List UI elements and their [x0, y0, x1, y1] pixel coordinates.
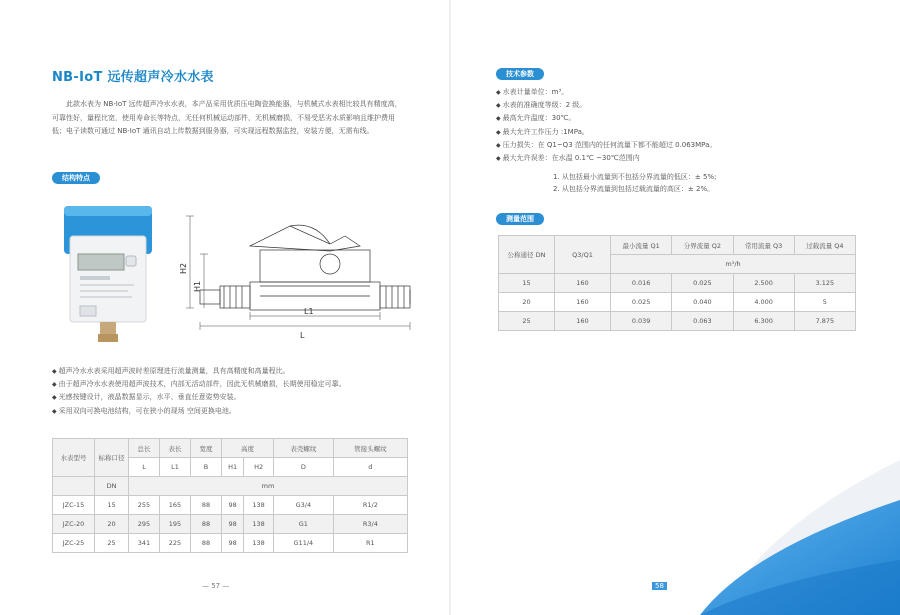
page-title: NB-IoT 远传超声冷水水表: [52, 70, 214, 85]
table-cell: 0.040: [672, 293, 733, 312]
intro-paragraph: 此款水表为 NB-IoT 远传超声冷水水表，本产品采用优质压电陶瓷换能器，与机械式水表相比较具有精度高，可靠性好，量程比宽，使用寿命长等特点，无任何机械运动部件，无机械磨损，不易受恶劣水质影响且维护费用低；电子读数可通过 NB-IoT 通讯自动上传数据到服务器，可实现远程数据监控，安装方便，无需布线。: [52, 100, 402, 135]
list-item: ◆ 超声冷水水表采用超声波时差原理进行流量测量，具有高精度和高量程比。: [52, 365, 412, 378]
page-number-left: — 57 —: [202, 582, 230, 590]
table-cell: 0.039: [611, 312, 672, 331]
list-item: ◆ 最高允许温度：30℃。: [496, 112, 856, 125]
table-cell: 88: [191, 496, 222, 515]
table-cell: 138: [244, 515, 274, 534]
section-label-tech: 技术参数: [496, 68, 544, 80]
list-item: ◆ 最大允许误差：在水温 0.1℃ ~30℃范围内: [496, 152, 856, 165]
list-item: ◆ 由于超声冷水水表使用超声波技术，内部无活动部件，因此无机械磨损，长期使用稳定可靠。: [52, 378, 412, 391]
table-row: [499, 312, 856, 331]
table-cell: G3/4: [273, 496, 333, 515]
dimension-table: [52, 438, 408, 553]
table-header-cell: DN: [95, 477, 129, 496]
table-cell: 0.025: [672, 274, 733, 293]
table-header-cell: 总长: [129, 439, 160, 458]
table-cell: R3/4: [333, 515, 407, 534]
table-header-cell: 管接头螺纹: [333, 439, 407, 458]
table-cell: R1: [333, 534, 407, 553]
table-header-cell: d: [333, 458, 407, 477]
table-cell: 98: [222, 515, 244, 534]
table-cell: 20: [499, 293, 555, 312]
table-row: [499, 236, 856, 255]
table-cell: 341: [129, 534, 160, 553]
table-cell: 160: [555, 293, 611, 312]
table-cell: 5: [794, 293, 855, 312]
table-cell: 0.016: [611, 274, 672, 293]
meter-technical-drawing: [180, 206, 410, 346]
table-row: [53, 496, 408, 515]
table-header-cell: mm: [129, 477, 408, 496]
table-header-cell: H1: [222, 458, 244, 477]
table-row: [53, 477, 408, 496]
table-header-cell: Q3/Q1: [555, 236, 611, 274]
table-header-cell: L: [129, 458, 160, 477]
table-cell: 88: [191, 534, 222, 553]
table-header-cell: 过载流量 Q4: [794, 236, 855, 255]
table-row: [499, 274, 856, 293]
table-header-cell: D: [273, 458, 333, 477]
table-cell: 4.000: [733, 293, 794, 312]
decorative-wave-graphic: [700, 440, 900, 615]
table-row: [53, 515, 408, 534]
table-cell: G1: [273, 515, 333, 534]
table-cell: 88: [191, 515, 222, 534]
dim-label-h1: H1: [193, 280, 202, 292]
list-item: ◆ 光感按键设计，液晶数据显示，水平、垂直任意姿势安装。: [52, 391, 412, 404]
table-cell: 20: [95, 515, 129, 534]
table-header-cell: 宽度: [191, 439, 222, 458]
table-header-cell: 分界流量 Q2: [672, 236, 733, 255]
list-item: ◆ 采用双向可换电池结构，可在狭小的现场 空间更换电池。: [52, 405, 412, 418]
table-cell: 225: [160, 534, 191, 553]
list-item: ◆ 水表计量单位：m³。: [496, 86, 856, 99]
table-cell: G11/4: [273, 534, 333, 553]
table-header-cell: 常用流量 Q3: [733, 236, 794, 255]
feature-list: [52, 365, 412, 418]
table-cell: 25: [499, 312, 555, 331]
table-header-cell: B: [191, 458, 222, 477]
table-header-cell: L1: [160, 458, 191, 477]
table-cell: 15: [95, 496, 129, 515]
table-header-cell: 公称通径 DN: [499, 236, 555, 274]
dim-label-l: L: [300, 331, 305, 340]
table-header-cell: 标称口径: [95, 439, 129, 477]
tech-sub-item: 2. 从包括分界流量到包括过载流量的高区：± 2%。: [553, 185, 715, 193]
section-label-flow: 测量范围: [496, 213, 544, 225]
table-header-cell: 表长: [160, 439, 191, 458]
table-cell: [53, 477, 95, 496]
table-cell: 0.025: [611, 293, 672, 312]
list-item: ◆ 水表的准确度等级：2 级。: [496, 99, 856, 112]
table-cell: R1/2: [333, 496, 407, 515]
flow-range-table: [498, 235, 856, 331]
table-cell: 138: [244, 496, 274, 515]
table-cell: 160: [555, 274, 611, 293]
table-cell: 6.300: [733, 312, 794, 331]
table-row: [499, 293, 856, 312]
table-cell: 195: [160, 515, 191, 534]
table-header-cell: 高度: [222, 439, 274, 458]
tech-spec-list: [496, 86, 856, 165]
tech-sub-item: 1. 从包括最小流量到不包括分界流量的低区：± 5%;: [553, 173, 717, 181]
table-row: [53, 439, 408, 458]
table-cell: 295: [129, 515, 160, 534]
table-cell: 2.500: [733, 274, 794, 293]
table-cell: 160: [555, 312, 611, 331]
table-cell: JZC-20: [53, 515, 95, 534]
list-item: ◆ 最大允许工作压力 :1MPa。: [496, 126, 856, 139]
table-cell: JZC-15: [53, 496, 95, 515]
table-header-cell: H2: [244, 458, 274, 477]
table-cell: 25: [95, 534, 129, 553]
meter-product-photo: [60, 196, 156, 346]
table-cell: JZC-25: [53, 534, 95, 553]
dim-label-l1: L1: [304, 307, 314, 316]
section-label-structure: 结构特点: [52, 172, 100, 184]
table-cell: 0.063: [672, 312, 733, 331]
table-header-cell: 水表型号: [53, 439, 95, 477]
table-cell: 7.875: [794, 312, 855, 331]
page-number-right: 58: [652, 582, 667, 590]
table-header-cell: 最小流量 Q1: [611, 236, 672, 255]
table-unit-cell: m³/h: [611, 255, 856, 274]
table-cell: 138: [244, 534, 274, 553]
list-item: ◆ 压力损失：在 Q1~Q3 范围内的任何流量下都不能超过 0.063MPa。: [496, 139, 856, 152]
table-row: [53, 534, 408, 553]
table-cell: 98: [222, 534, 244, 553]
table-cell: 3.125: [794, 274, 855, 293]
table-cell: 15: [499, 274, 555, 293]
table-cell: 98: [222, 496, 244, 515]
table-cell: 255: [129, 496, 160, 515]
table-header-cell: 表壳螺纹: [273, 439, 333, 458]
table-cell: 165: [160, 496, 191, 515]
dim-label-h2: H2: [179, 262, 188, 274]
